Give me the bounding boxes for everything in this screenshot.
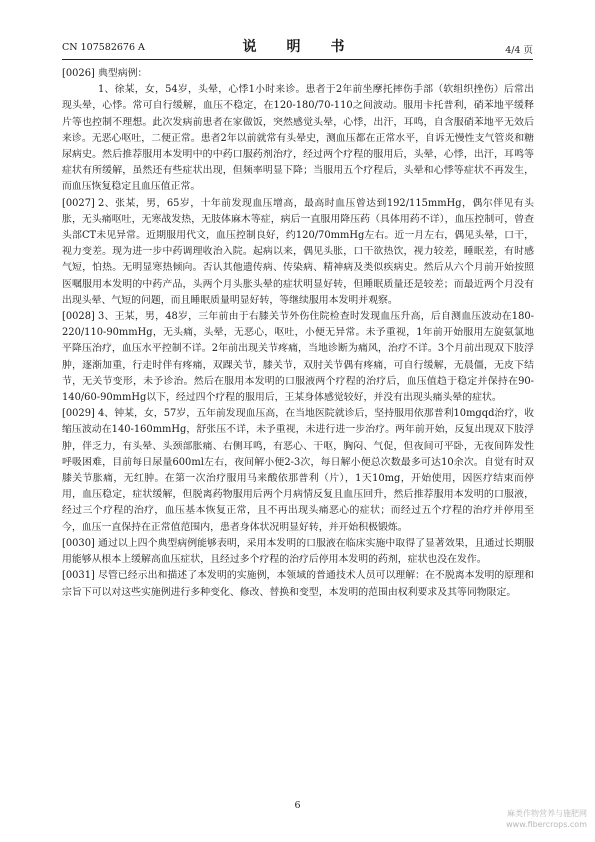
paragraph-0030 — [62, 536, 534, 568]
publication-number: CN 107582676 A — [62, 42, 145, 53]
paragraph-case-1 — [62, 82, 534, 195]
page-header — [62, 33, 533, 59]
paragraph-0028 — [62, 309, 534, 406]
page-number: 6 — [294, 800, 301, 811]
watermark-site-name: 麻类作物营养与施肥网 — [507, 809, 587, 818]
paragraph-number: [0026] — [62, 68, 95, 79]
paragraph-text: 4、钟某，女，57岁，五年前发现血压高，在当地医院就诊后，坚持服用依那普利10mgqd治疗，收缩压波动在140-160mmHg，舒张压不详，未予重视，未进行进一步治疗。两年前开始，反复出现双下肢浮肿，伴乏力，有头晕、头颈部胀痛、右侧耳鸣，有恶心、干呕，胸闷、气促，但夜间可平卧，无夜间阵发性呼吸困难，目前每日尿量600ml左右，夜间解小便2-3次，每日解小便总次数最多可达10余次。自觉有时双膝关节胀痛，无红肿。在第一次治疗服用马来酸依那普利（片），1天10mg，开始使用，因医疗结束而停用，血压稳定，症状缓解，但脱离药物服用后两个月病情反复且血压回升，然后推荐服用本发明的口服液，经过三个疗程的治疗，血压基本恢复正常，且不再出现头痛恶心的症状；而经过五个疗程的治疗并停用至今，血压一直保持在正常值范围内，患者身体状况明显好转，并开始积极锻炼。 — [62, 408, 534, 533]
paragraph-number: [0029] — [62, 408, 95, 420]
paragraph-number: [0028] — [62, 311, 95, 323]
site-watermark — [506, 808, 587, 830]
paragraph-number: [0027] — [62, 197, 95, 209]
paragraph-0031 — [62, 568, 534, 600]
paragraph-text: 典型病例： — [98, 68, 148, 79]
header-rule — [62, 59, 533, 60]
paragraph-text: 3、王某，男，48岁，三年前由于右膝关节外伤住院检查时发现血压升高，后自测血压波动在180-220/110-90mmHg，无头痛，头晕，无恶心，呕吐，小便无异常。未予重视，1年前开始服用左旋氨氯地平降压治疗，血压水平控制不详。2年前出现关节疼痛，当地诊断为痛风，治疗不详。3个月前出现双下肢浮肿，逐渐加重，行走时伴有疼痛，双踝关节，膝关节，双肘关节偶有疼痛，可自行缓解，无晨僵，无皮下结节，无关节变形，未予诊治。然后在服用本发明的口服液两个疗程的治疗后，血压值趋于稳定并保持在90-140/60-90mmHg以下，经过四个疗程的服用后，王某身体感觉较好，并没有出现头痛头晕的症状。 — [62, 311, 534, 404]
document-body — [62, 66, 534, 601]
paragraph-0027 — [62, 196, 534, 309]
page-label: 4/4 页 — [505, 45, 533, 56]
paragraph-text: 1、徐某，女，54岁，头晕，心悸1小时来诊。患者于2年前坐摩托摔伤手部（软组织挫伤）后常出现头晕，心悸。常可自行缓解，血压不稳定，在120-180/70-110之间波动。服用卡托普利，硝苯地平缓释片等也控制不理想。此次发病前患者在家做饭，突然感觉头晕，心悸，出汗，耳鸣，自含服硝苯地平无效后来诊。无恶心呕吐，二便正常。患者2年以前就常有头晕史，测血压都在正常水平，自诉无慢性支气管炎和糖尿病史。然后推荐服用本发明中的中药口服药剂治疗，经过两个疗程的服用后，头晕，心悸，出汗，耳鸣等症状有所缓解，虽然还有些症状出现，但频率明显下降；当服用五个疗程后，头晕和心悸等症状不再发生，而血压恢复稳定且血压值正常。 — [62, 84, 534, 193]
paragraph-0029 — [62, 406, 534, 536]
paragraph-0026 — [62, 66, 534, 82]
paragraph-text: 尽管已经示出和描述了本发明的实施例，本领域的普通技术人员可以理解：在不脱离本发明的原理和宗旨下可以对这些实施例进行多种变化、修改、替换和变型，本发明的范围由权利要求及其等同物限定。 — [62, 570, 534, 598]
paragraph-number: [0031] — [62, 570, 95, 582]
paragraph-number: [0030] — [62, 537, 95, 549]
paragraph-text: 2、张某，男，65岁，十年前发现血压增高，最高时血压曾达到192/115mmHg，偶尔伴见有头胀，无头痛呕吐，无寒战发热，无肢体麻木等症，病后一直服用降压药（具体用药不详），血压控制可，曾查头部CT未见异常。近期服用代文，血压控制良好，约120/70mmHg左右。近一月左右，偶见头晕，口干，视力变差。现为进一步中药调理收治入院。起病以来，偶见头胀，口干欲热饮，视力较差，睡眠差，有时感气短，怕热。无明显寒热倾向。否认其他遗传病、传染病、精神病及类似疾病史。然后从六个月前开始按照医嘱服用本发明的中药产品，头两个月头胀头晕的症状明显好转，但睡眠质量还是较差；而最近两个月没有出现头晕、气短的问题，而且睡眠质量明显好转，等继续服用本发明并观察。 — [62, 197, 534, 306]
watermark-url: www.fibercrops.com — [506, 820, 587, 829]
paragraph-text: 通过以上四个典型病例能够表明，采用本发明的口服液在临床实施中取得了显著效果，且通过长期服用能够从根本上缓解高血压症状，且经过多个疗程的治疗后停用本发明的药剂，症状也没在发作。 — [62, 537, 534, 566]
document-title: 说 明 书 — [242, 39, 353, 55]
